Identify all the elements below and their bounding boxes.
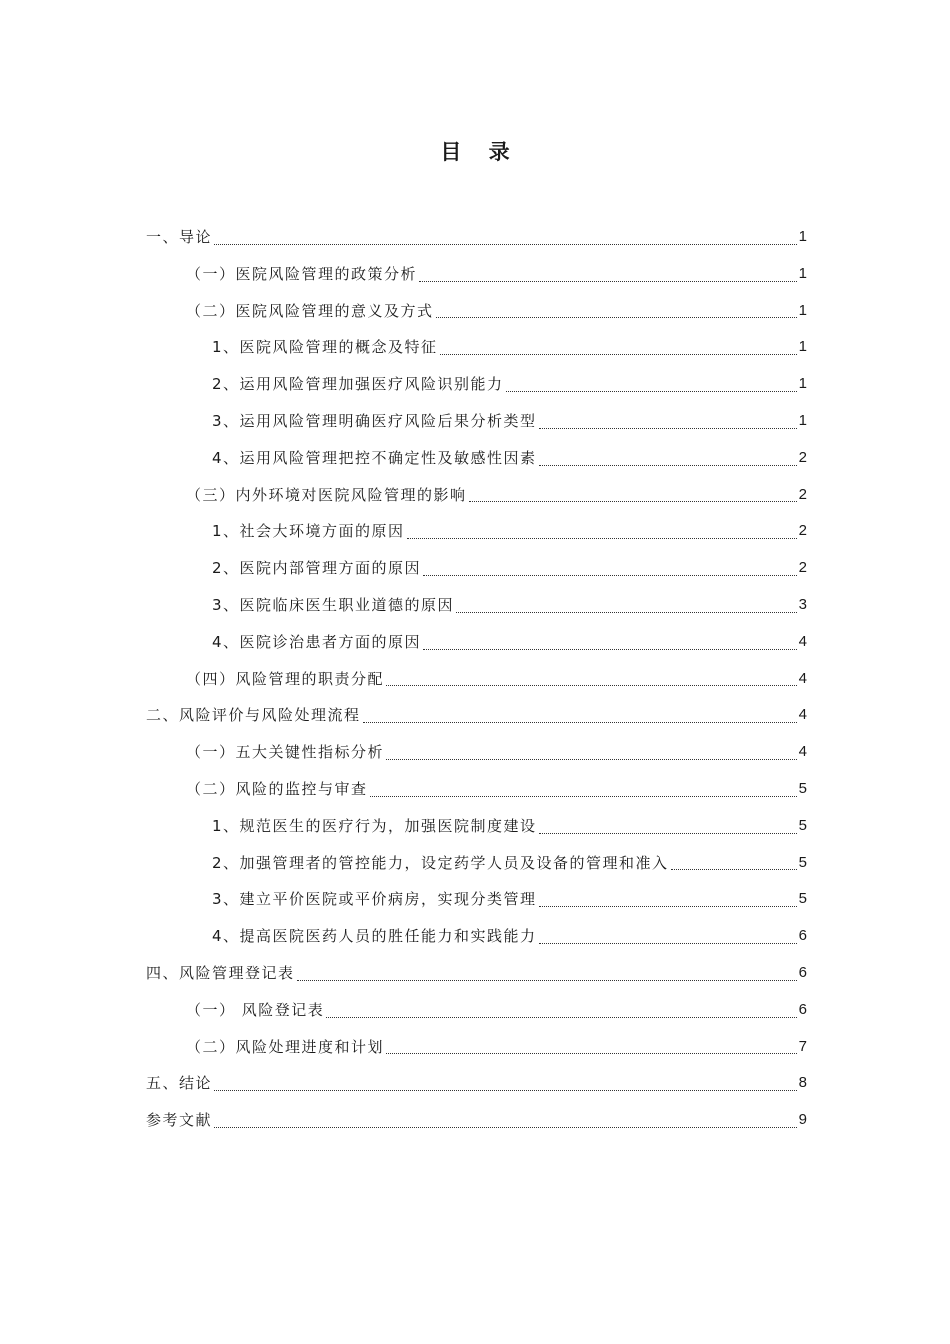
toc-entry[interactable] (146, 403, 807, 440)
toc-entry-page-number: 2 (798, 559, 807, 577)
toc-entry-title: 3、医院临床医生职业道德的原因 (212, 595, 455, 614)
toc-entry-title: （二）风险的监控与审查 (186, 779, 368, 798)
dot-leader (326, 1016, 796, 1018)
toc-entry-page-number: 6 (798, 963, 807, 981)
toc-entry[interactable] (146, 661, 807, 698)
toc-entry-page-number: 9 (798, 1111, 807, 1129)
dot-leader (423, 574, 797, 576)
toc-entry[interactable] (146, 256, 807, 293)
toc-entry-title: 4、医院诊治患者方面的原因 (212, 632, 422, 651)
toc-entry-title: 4、提高医院医药人员的胜任能力和实践能力 (212, 927, 537, 946)
toc-entry-page-number: 4 (798, 743, 807, 761)
toc-entry-title: 1、社会大环境方面的原因 (212, 522, 405, 541)
toc-entry[interactable] (146, 845, 807, 882)
dot-leader (539, 464, 797, 466)
toc-entry-title: 参考文献 (146, 1111, 213, 1130)
toc-entry[interactable] (146, 513, 807, 550)
toc-entry-title: 2、加强管理者的管控能力，设定药学人员及设备的管理和准入 (212, 853, 669, 872)
toc-entry-page-number: 2 (798, 485, 807, 503)
dot-leader (539, 832, 797, 834)
toc-entry[interactable] (146, 477, 807, 514)
toc-entry[interactable] (146, 366, 807, 403)
toc-entry[interactable] (146, 955, 807, 992)
toc-entry[interactable] (146, 808, 807, 845)
dot-leader (214, 1089, 797, 1091)
dot-leader (440, 353, 797, 355)
toc-entry-page-number: 5 (798, 890, 807, 908)
toc-entry-page-number: 1 (798, 264, 807, 282)
toc-entry-title: （二）风险处理进度和计划 (186, 1037, 385, 1056)
dot-leader (297, 979, 797, 981)
toc-entry-title: （四）风险管理的职责分配 (186, 669, 385, 688)
toc-entry[interactable] (146, 440, 807, 477)
toc-entry[interactable] (146, 219, 807, 256)
toc-entry-page-number: 1 (798, 338, 807, 356)
toc-entry-title: （一） 风险登记表 (186, 1000, 325, 1019)
toc-entry[interactable] (146, 1065, 807, 1102)
dot-leader (539, 905, 797, 907)
page-title: 目 录 (440, 139, 520, 164)
toc-entry-title: （一）五大关键性指标分析 (186, 743, 385, 762)
dot-leader (386, 1052, 797, 1054)
dot-leader (436, 316, 797, 318)
toc-entry[interactable] (146, 293, 807, 330)
toc-entry-page-number: 5 (798, 816, 807, 834)
toc-entry-title: （一）医院风险管理的政策分析 (186, 264, 418, 283)
toc-entry-page-number: 5 (798, 779, 807, 797)
dot-leader (214, 243, 797, 245)
table-of-contents (146, 219, 807, 1139)
toc-entry-page-number: 5 (798, 853, 807, 871)
dot-leader (363, 721, 797, 723)
dot-leader (386, 684, 797, 686)
dot-leader (539, 942, 797, 944)
toc-entry-page-number: 2 (798, 522, 807, 540)
toc-entry[interactable] (146, 734, 807, 771)
dot-leader (506, 390, 797, 392)
dot-leader (671, 868, 797, 870)
toc-entry-page-number: 1 (798, 301, 807, 319)
dot-leader (419, 280, 797, 282)
dot-leader (370, 795, 797, 797)
toc-entry[interactable] (146, 1029, 807, 1066)
toc-entry[interactable] (146, 697, 807, 734)
toc-entry-page-number: 6 (798, 1000, 807, 1018)
dot-leader (469, 500, 797, 502)
dot-leader (423, 648, 797, 650)
toc-entry-title: （三）内外环境对医院风险管理的影响 (186, 485, 467, 504)
toc-entry-title: 四、风险管理登记表 (146, 963, 295, 982)
toc-entry-title: 4、运用风险管理把控不确定性及敏感性因素 (212, 448, 537, 467)
toc-entry-page-number: 4 (798, 706, 807, 724)
toc-entry[interactable] (146, 881, 807, 918)
dot-leader (539, 427, 797, 429)
toc-entry-page-number: 1 (798, 228, 807, 245)
toc-entry[interactable] (146, 771, 807, 808)
toc-entry-page-number: 8 (798, 1074, 807, 1092)
toc-entry-page-number: 4 (798, 669, 807, 687)
dot-leader (214, 1126, 797, 1128)
toc-entry-page-number: 6 (798, 927, 807, 945)
toc-entry-title: 二、风险评价与风险处理流程 (146, 706, 361, 725)
toc-entry[interactable] (146, 918, 807, 955)
toc-entry-title: 2、医院内部管理方面的原因 (212, 559, 422, 578)
toc-entry-title: 2、运用风险管理加强医疗风险识别能力 (212, 375, 504, 394)
toc-entry-title: 一、导论 (146, 228, 213, 246)
toc-entry[interactable] (146, 550, 807, 587)
toc-entry-page-number: 3 (798, 595, 807, 613)
dot-leader (386, 758, 797, 760)
toc-entry-title: 1、医院风险管理的概念及特征 (212, 338, 438, 357)
dot-leader (407, 537, 797, 539)
toc-entry-title: 1、规范医生的医疗行为，加强医院制度建设 (212, 816, 537, 835)
toc-entry-title: 3、运用风险管理明确医疗风险后果分析类型 (212, 411, 537, 430)
toc-entry-page-number: 7 (798, 1037, 807, 1055)
toc-entry-title: 五、结论 (146, 1074, 213, 1093)
toc-entry[interactable] (146, 992, 807, 1029)
toc-entry-page-number: 2 (798, 448, 807, 466)
toc-entry-page-number: 1 (798, 411, 807, 429)
dot-leader (456, 611, 797, 613)
toc-entry-page-number: 1 (798, 375, 807, 393)
toc-entry[interactable] (146, 329, 807, 366)
toc-entry-page-number: 4 (798, 632, 807, 650)
toc-entry-title: 3、建立平价医院或平价病房，实现分类管理 (212, 890, 537, 909)
toc-entry[interactable] (146, 624, 807, 661)
toc-entry-title: （二）医院风险管理的意义及方式 (186, 301, 434, 320)
toc-entry[interactable] (146, 1102, 807, 1139)
toc-entry[interactable] (146, 587, 807, 624)
